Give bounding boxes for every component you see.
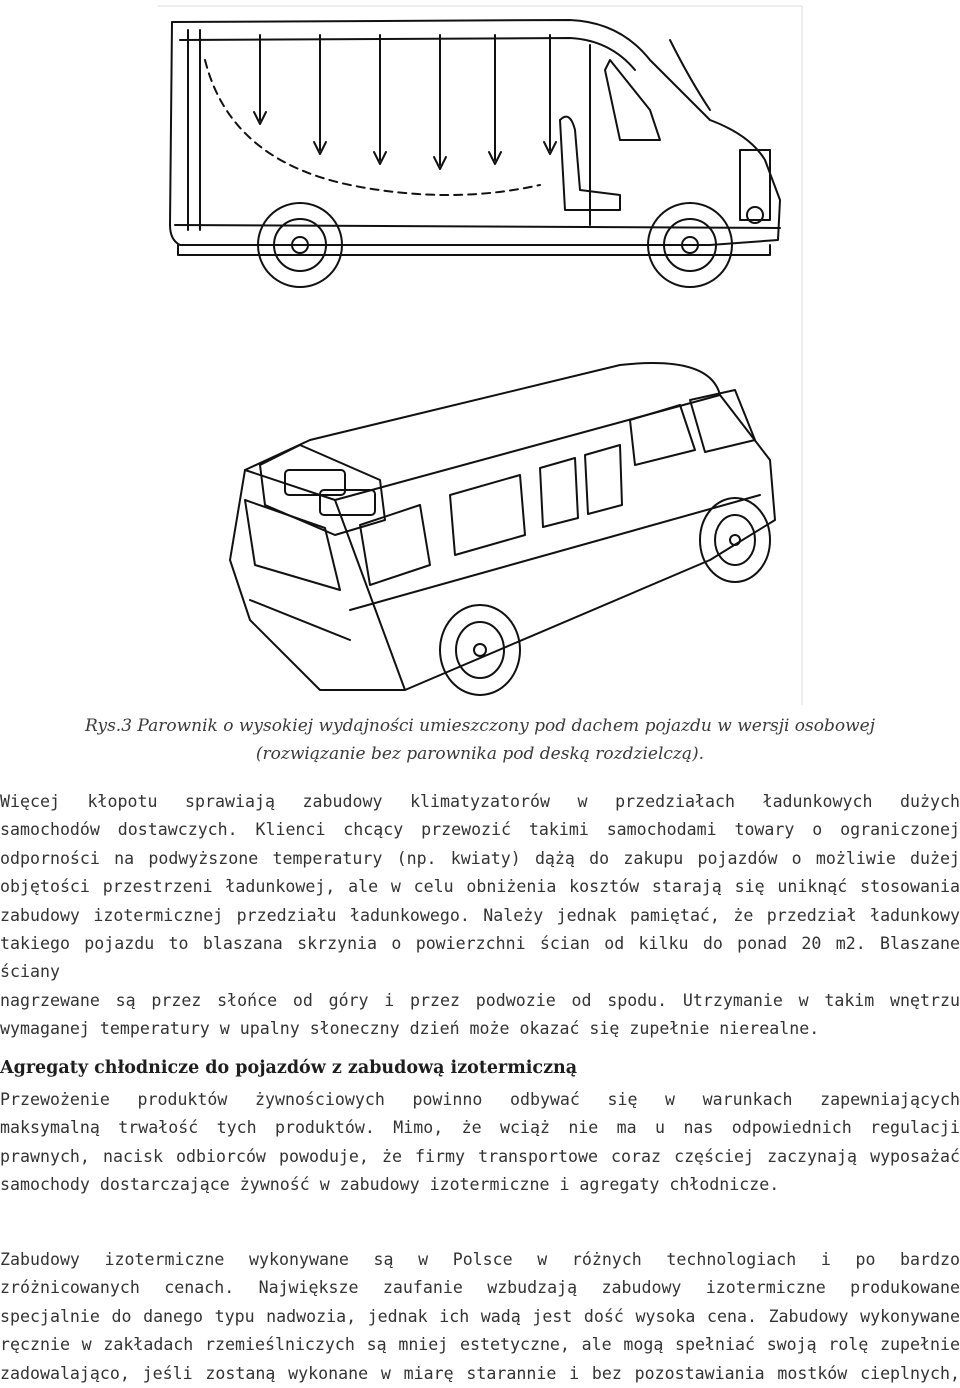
paragraph-line: Przewożenie produktów żywnościowych powinno odbywać się w warunkach zapewniających xyxy=(0,1090,960,1109)
paragraph-3 xyxy=(0,1246,960,1388)
caption-line-2: (rozwiązanie bez parownika pod deską rozdzielczą). xyxy=(255,744,705,764)
paragraph-line: ręcznie w zakładach rzemieślniczych są mniej estetyczne, ale mogą spełniać swoją rolę zupełnie xyxy=(0,1335,960,1355)
figure-van-illustrations xyxy=(150,0,810,705)
paragraph-line: Zabudowy izotermiczne wykonywane są w Polsce w różnych technologiach i po bardzo xyxy=(0,1250,960,1269)
paragraph-line: zróżnicowanych cenach. Największe zaufanie wzbudzają zabudowy izotermiczne produkowane xyxy=(0,1278,960,1298)
van-perspective-view xyxy=(230,363,775,695)
paragraph-line: maksymalną trwałość tych produktów. Mimo, że wciąż nie ma u nas odpowiednich regulacji xyxy=(0,1118,960,1138)
paragraph-line: nagrzewane są przez słońce od góry i przez podwozie od spodu. Utrzymanie w takim wnętrzu xyxy=(0,990,960,1010)
paragraph-1 xyxy=(0,788,960,1044)
paragraph-line: Więcej kłopotu sprawiają zabudowy klimatyzatorów w przedziałach ładunkowych dużych xyxy=(0,792,960,811)
paragraph-line: odporności na podwyższone temperatury (np. kwiaty) dążą do zakupu pojazdów o możliwie dużej xyxy=(0,848,960,868)
paragraph-line: specjalnie do danego typu nadwozia, jednak ich wadą jest dość wysoka cena. Zabudowy wykonywane xyxy=(0,1306,960,1326)
paragraph-line: zabudowy izotermicznej przedziału ładunkowego. Należy jednak pamiętać, że przedział ładunkowy xyxy=(0,905,960,925)
paragraph-line: samochody dostarczające żywność w zabudowy izotermiczne i agregaty chłodnicze. xyxy=(0,1175,780,1195)
section-heading: Agregaty chłodnicze do pojazdów z zabudową izotermiczną xyxy=(0,1058,578,1078)
paragraph-line: objętości przestrzeni ładunkowej, ale w celu obniżenia kosztów starają się uniknąć stosowania xyxy=(0,877,960,897)
van-side-cutaway xyxy=(170,20,780,287)
paragraph-line: samochodów dostawczych. Klienci chcący przewozić takimi samochodami towary o ograniczonej xyxy=(0,820,960,840)
paragraph-line: wymaganej temperatury w upalny słoneczny dzień może okazać się zupełnie nierealne. xyxy=(0,1019,820,1039)
van-drawing xyxy=(150,0,810,705)
paragraph-2 xyxy=(0,1086,960,1200)
paragraph-line: prawnych, nacisk odbiorców powoduje, że firmy transportowe coraz częściej zaczynają wyposażać xyxy=(0,1146,960,1166)
figure-caption xyxy=(0,712,960,768)
caption-line-1: Rys.3 Parownik o wysokiej wydajności umieszczony pod dachem pojazdu w wersji osobowej xyxy=(84,716,876,736)
paragraph-line: zadowalająco, jeśli zostaną wykonane w miarę starannie i bez pozostawiania mostków cieplnych, xyxy=(0,1363,960,1383)
paragraph-line: takiego pojazdu to blaszana skrzynia o powierzchni ścian od kilku do ponad 20 m2. Blaszane ściany xyxy=(0,934,960,982)
